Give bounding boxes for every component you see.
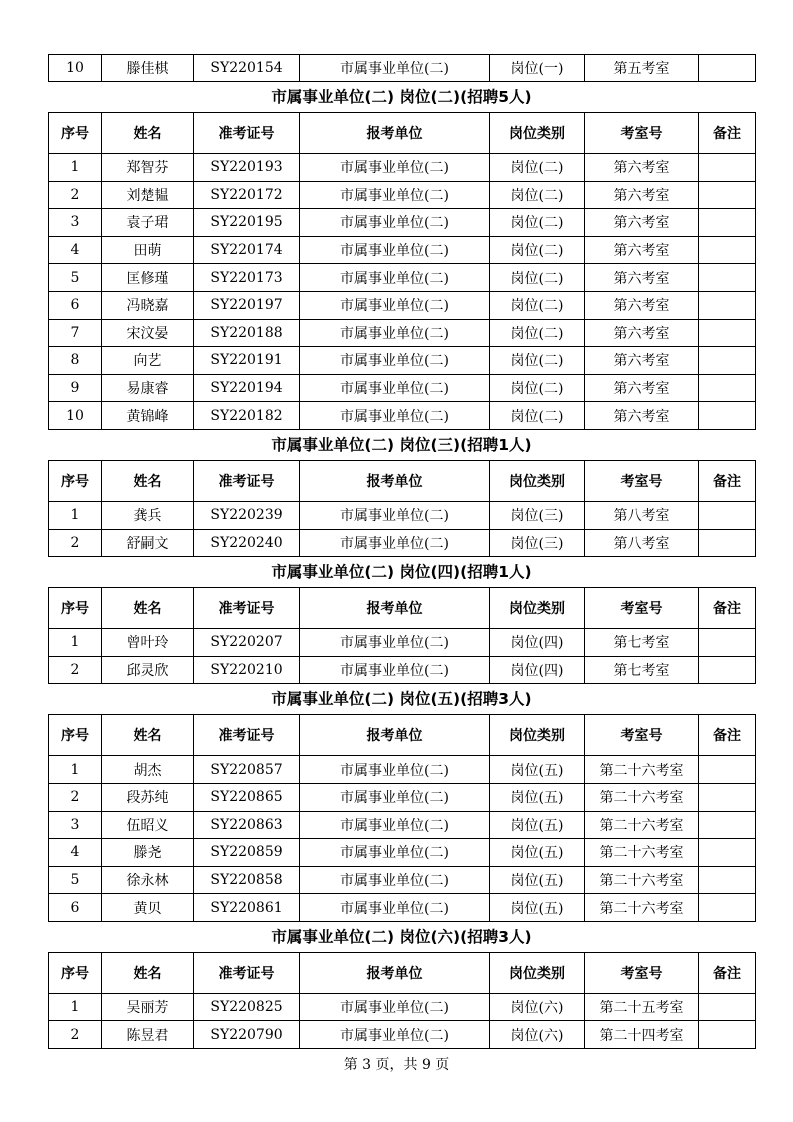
cell-remark [699, 839, 756, 867]
header-index: 序号 [49, 715, 102, 756]
cell-unit: 市属事业单位(二) [300, 236, 490, 264]
header-row [49, 952, 756, 993]
cell-name: 徐永林 [102, 866, 194, 894]
header-exam-id: 准考证号 [194, 715, 300, 756]
cell-unit: 市属事业单位(二) [300, 501, 490, 529]
cell-exam-id: SY220825 [194, 993, 300, 1021]
cell-unit: 市属事业单位(二) [300, 839, 490, 867]
cell-index: 2 [49, 783, 102, 811]
cell-room: 第二十六考室 [585, 866, 699, 894]
table-row [49, 55, 756, 82]
cell-remark [699, 756, 756, 784]
cell-index: 1 [49, 501, 102, 529]
table-row [49, 529, 756, 557]
header-index: 序号 [49, 952, 102, 993]
cell-name: 曾叶玲 [102, 629, 194, 657]
cell-remark [699, 236, 756, 264]
table-row [49, 1021, 756, 1049]
table-row [49, 319, 756, 347]
candidate-table [48, 587, 756, 684]
cell-room: 第二十五考室 [585, 993, 699, 1021]
table-row [49, 629, 756, 657]
cell-position: 岗位(二) [490, 181, 585, 209]
cell-unit: 市属事业单位(二) [300, 291, 490, 319]
cell-remark [699, 402, 756, 430]
cell-index: 2 [49, 656, 102, 684]
table-row [49, 154, 756, 182]
cell-name: 黄贝 [102, 894, 194, 922]
header-name: 姓名 [102, 113, 194, 154]
cell-remark [699, 866, 756, 894]
header-room: 考室号 [585, 113, 699, 154]
cell-name: 向艺 [102, 347, 194, 375]
cell-unit: 市属事业单位(二) [300, 319, 490, 347]
cell-remark [699, 55, 756, 82]
cell-position: 岗位(二) [490, 374, 585, 402]
table-row [49, 264, 756, 292]
cell-exam-id: SY220188 [194, 319, 300, 347]
cell-exam-id: SY220182 [194, 402, 300, 430]
header-position: 岗位类别 [490, 588, 585, 629]
table-row [49, 866, 756, 894]
cell-position: 岗位(五) [490, 839, 585, 867]
cell-index: 2 [49, 181, 102, 209]
cell-remark [699, 1021, 756, 1049]
cell-exam-id: SY220210 [194, 656, 300, 684]
cell-exam-id: SY220207 [194, 629, 300, 657]
cell-index: 10 [49, 55, 102, 82]
header-exam-id: 准考证号 [194, 952, 300, 993]
cell-unit: 市属事业单位(二) [300, 993, 490, 1021]
table-row [49, 347, 756, 375]
cell-index: 1 [49, 154, 102, 182]
cell-position: 岗位(三) [490, 529, 585, 557]
cell-room: 第六考室 [585, 154, 699, 182]
header-unit: 报考单位 [300, 113, 490, 154]
cell-room: 第二十六考室 [585, 839, 699, 867]
cell-room: 第二十四考室 [585, 1021, 699, 1049]
table-row [49, 501, 756, 529]
cell-unit: 市属事业单位(二) [300, 181, 490, 209]
cell-index: 1 [49, 993, 102, 1021]
header-unit: 报考单位 [300, 460, 490, 501]
cell-exam-id: SY220195 [194, 209, 300, 237]
cell-name: 伍昭义 [102, 811, 194, 839]
header-unit: 报考单位 [300, 952, 490, 993]
cell-unit: 市属事业单位(二) [300, 209, 490, 237]
cell-unit: 市属事业单位(二) [300, 55, 490, 82]
header-name: 姓名 [102, 715, 194, 756]
cell-exam-id: SY220193 [194, 154, 300, 182]
cell-position: 岗位(五) [490, 811, 585, 839]
header-row [49, 113, 756, 154]
cell-position: 岗位(四) [490, 629, 585, 657]
cell-remark [699, 501, 756, 529]
cell-room: 第八考室 [585, 501, 699, 529]
header-unit: 报考单位 [300, 715, 490, 756]
cell-room: 第七考室 [585, 629, 699, 657]
header-unit: 报考单位 [300, 588, 490, 629]
cell-name: 匡修瑾 [102, 264, 194, 292]
cell-exam-id: SY220863 [194, 811, 300, 839]
section-title: 市属事业单位(二) 岗位(三)(招聘1人) [271, 435, 532, 454]
cell-index: 3 [49, 209, 102, 237]
cell-remark [699, 319, 756, 347]
cell-remark [699, 209, 756, 237]
header-index: 序号 [49, 113, 102, 154]
header-position: 岗位类别 [490, 952, 585, 993]
header-remark: 备注 [699, 715, 756, 756]
cell-name: 滕佳棋 [102, 55, 194, 82]
section-title: 市属事业单位(二) 岗位(四)(招聘1人) [271, 563, 532, 582]
cell-index: 4 [49, 236, 102, 264]
table-row [49, 402, 756, 430]
table-row [49, 656, 756, 684]
header-remark: 备注 [699, 588, 756, 629]
cell-room: 第六考室 [585, 402, 699, 430]
cell-unit: 市属事业单位(二) [300, 154, 490, 182]
header-position: 岗位类别 [490, 460, 585, 501]
header-room: 考室号 [585, 715, 699, 756]
cell-unit: 市属事业单位(二) [300, 347, 490, 375]
table-row [49, 374, 756, 402]
header-exam-id: 准考证号 [194, 113, 300, 154]
cell-position: 岗位(二) [490, 209, 585, 237]
cell-position: 岗位(五) [490, 756, 585, 784]
cell-room: 第六考室 [585, 209, 699, 237]
cell-remark [699, 154, 756, 182]
document-page [48, 54, 755, 1049]
section-title: 市属事业单位(二) 岗位(六)(招聘3人) [271, 927, 532, 946]
cell-unit: 市属事业单位(二) [300, 402, 490, 430]
cell-exam-id: SY220790 [194, 1021, 300, 1049]
top-continuation-table [48, 54, 756, 82]
header-remark: 备注 [699, 460, 756, 501]
cell-unit: 市属事业单位(二) [300, 374, 490, 402]
cell-position: 岗位(二) [490, 236, 585, 264]
cell-unit: 市属事业单位(二) [300, 656, 490, 684]
header-room: 考室号 [585, 952, 699, 993]
cell-name: 冯晓嘉 [102, 291, 194, 319]
cell-name: 易康睿 [102, 374, 194, 402]
table-row [49, 209, 756, 237]
table-row [49, 236, 756, 264]
cell-exam-id: SY220154 [194, 55, 300, 82]
table-row [49, 894, 756, 922]
cell-room: 第六考室 [585, 374, 699, 402]
cell-exam-id: SY220865 [194, 783, 300, 811]
cell-position: 岗位(三) [490, 501, 585, 529]
cell-index: 10 [49, 402, 102, 430]
cell-remark [699, 529, 756, 557]
cell-exam-id: SY220857 [194, 756, 300, 784]
table-row [49, 181, 756, 209]
table-row [49, 783, 756, 811]
cell-room: 第七考室 [585, 656, 699, 684]
table-row [49, 291, 756, 319]
cell-unit: 市属事业单位(二) [300, 894, 490, 922]
header-index: 序号 [49, 460, 102, 501]
cell-position: 岗位(六) [490, 993, 585, 1021]
header-row [49, 588, 756, 629]
cell-exam-id: SY220172 [194, 181, 300, 209]
header-remark: 备注 [699, 952, 756, 993]
cell-remark [699, 347, 756, 375]
table-row [49, 839, 756, 867]
cell-name: 田萌 [102, 236, 194, 264]
cell-unit: 市属事业单位(二) [300, 866, 490, 894]
cell-name: 郑智芬 [102, 154, 194, 182]
cell-unit: 市属事业单位(二) [300, 1021, 490, 1049]
header-room: 考室号 [585, 588, 699, 629]
cell-index: 2 [49, 1021, 102, 1049]
page-footer: 第 3 页，共 9 页 [343, 1057, 450, 1073]
cell-name: 陈昱君 [102, 1021, 194, 1049]
header-exam-id: 准考证号 [194, 460, 300, 501]
cell-index: 5 [49, 866, 102, 894]
cell-position: 岗位(二) [490, 347, 585, 375]
cell-index: 7 [49, 319, 102, 347]
cell-position: 岗位(五) [490, 783, 585, 811]
cell-remark [699, 993, 756, 1021]
cell-exam-id: SY220191 [194, 347, 300, 375]
cell-exam-id: SY220173 [194, 264, 300, 292]
cell-room: 第二十六考室 [585, 894, 699, 922]
cell-index: 3 [49, 811, 102, 839]
cell-remark [699, 291, 756, 319]
sections-container [48, 82, 755, 1049]
header-row [49, 460, 756, 501]
cell-name: 吴丽芳 [102, 993, 194, 1021]
cell-index: 1 [49, 756, 102, 784]
cell-remark [699, 783, 756, 811]
cell-room: 第六考室 [585, 347, 699, 375]
header-room: 考室号 [585, 460, 699, 501]
header-name: 姓名 [102, 952, 194, 993]
cell-position: 岗位(五) [490, 866, 585, 894]
header-remark: 备注 [699, 113, 756, 154]
cell-exam-id: SY220240 [194, 529, 300, 557]
cell-exam-id: SY220858 [194, 866, 300, 894]
header-position: 岗位类别 [490, 113, 585, 154]
cell-index: 9 [49, 374, 102, 402]
cell-unit: 市属事业单位(二) [300, 264, 490, 292]
header-row [49, 715, 756, 756]
table-row [49, 993, 756, 1021]
cell-unit: 市属事业单位(二) [300, 629, 490, 657]
header-position: 岗位类别 [490, 715, 585, 756]
cell-unit: 市属事业单位(二) [300, 811, 490, 839]
cell-exam-id: SY220239 [194, 501, 300, 529]
cell-name: 袁子珺 [102, 209, 194, 237]
cell-position: 岗位(二) [490, 402, 585, 430]
cell-remark [699, 656, 756, 684]
cell-unit: 市属事业单位(二) [300, 529, 490, 557]
cell-remark [699, 811, 756, 839]
cell-room: 第六考室 [585, 264, 699, 292]
cell-name: 邱灵欣 [102, 656, 194, 684]
cell-room: 第二十六考室 [585, 811, 699, 839]
header-exam-id: 准考证号 [194, 588, 300, 629]
cell-room: 第五考室 [585, 55, 699, 82]
cell-unit: 市属事业单位(二) [300, 756, 490, 784]
cell-remark [699, 181, 756, 209]
candidate-table [48, 952, 756, 1049]
cell-index: 6 [49, 291, 102, 319]
cell-remark [699, 894, 756, 922]
cell-index: 5 [49, 264, 102, 292]
table-row [49, 756, 756, 784]
cell-remark [699, 629, 756, 657]
cell-exam-id: SY220861 [194, 894, 300, 922]
cell-position: 岗位(二) [490, 319, 585, 347]
cell-position: 岗位(二) [490, 264, 585, 292]
cell-exam-id: SY220194 [194, 374, 300, 402]
cell-remark [699, 264, 756, 292]
cell-position: 岗位(五) [490, 894, 585, 922]
candidate-table [48, 112, 756, 430]
cell-unit: 市属事业单位(二) [300, 783, 490, 811]
cell-name: 黄锦峰 [102, 402, 194, 430]
cell-name: 胡杰 [102, 756, 194, 784]
header-name: 姓名 [102, 588, 194, 629]
header-name: 姓名 [102, 460, 194, 501]
cell-exam-id: SY220174 [194, 236, 300, 264]
cell-exam-id: SY220859 [194, 839, 300, 867]
cell-position: 岗位(二) [490, 291, 585, 319]
header-index: 序号 [49, 588, 102, 629]
cell-room: 第二十六考室 [585, 756, 699, 784]
cell-room: 第二十六考室 [585, 783, 699, 811]
cell-position: 岗位(一) [490, 55, 585, 82]
cell-position: 岗位(六) [490, 1021, 585, 1049]
cell-room: 第六考室 [585, 291, 699, 319]
cell-name: 刘楚韫 [102, 181, 194, 209]
candidate-table [48, 460, 756, 557]
cell-position: 岗位(四) [490, 656, 585, 684]
cell-room: 第六考室 [585, 236, 699, 264]
cell-index: 2 [49, 529, 102, 557]
cell-exam-id: SY220197 [194, 291, 300, 319]
cell-index: 1 [49, 629, 102, 657]
cell-index: 4 [49, 839, 102, 867]
cell-position: 岗位(二) [490, 154, 585, 182]
cell-name: 滕尧 [102, 839, 194, 867]
section-title: 市属事业单位(二) 岗位(二)(招聘5人) [271, 88, 532, 106]
cell-remark [699, 374, 756, 402]
cell-room: 第六考室 [585, 319, 699, 347]
cell-room: 第六考室 [585, 181, 699, 209]
cell-index: 8 [49, 347, 102, 375]
cell-name: 宋汶晏 [102, 319, 194, 347]
cell-name: 段苏纯 [102, 783, 194, 811]
section-title: 市属事业单位(二) 岗位(五)(招聘3人) [271, 690, 532, 709]
candidate-table [48, 714, 756, 922]
cell-index: 6 [49, 894, 102, 922]
cell-room: 第八考室 [585, 529, 699, 557]
table-row [49, 811, 756, 839]
cell-name: 舒嗣文 [102, 529, 194, 557]
cell-name: 龚兵 [102, 501, 194, 529]
